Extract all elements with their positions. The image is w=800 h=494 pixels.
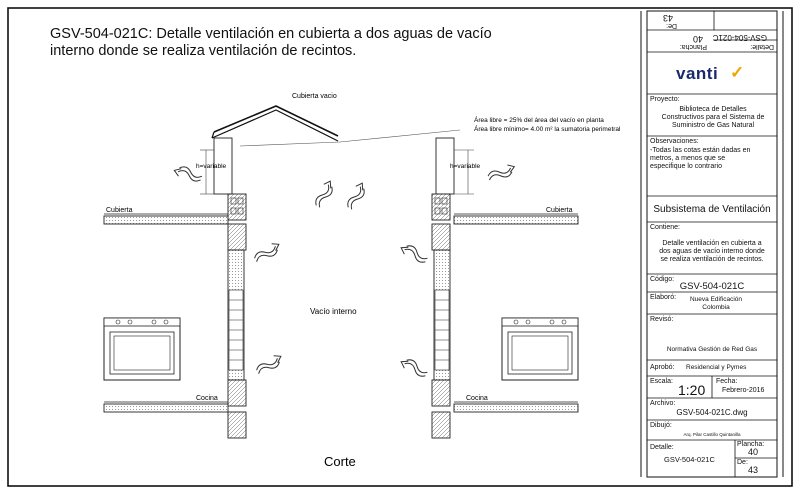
observaciones-label: Observaciones: bbox=[650, 138, 699, 145]
elaboro-text bbox=[676, 296, 756, 312]
section-label: Corte bbox=[324, 454, 356, 469]
detalle-label: Detalle: bbox=[650, 444, 674, 451]
area-note-2: Área libre mínimo= 4.00 m² la sumatoria perimetral bbox=[474, 126, 621, 133]
contiene-line-3: se realiza ventilación de recintos. bbox=[660, 256, 764, 263]
plancha-label: Plancha: bbox=[737, 441, 765, 448]
rot-plancha-val: 40 bbox=[692, 34, 703, 44]
stove-left bbox=[104, 318, 180, 380]
elaboro-line-2: Colombia bbox=[702, 304, 730, 311]
title-line-2: interno donde se realiza ventilación de recintos. bbox=[50, 43, 357, 59]
reviso-text: Normativa Gestión de Red Gas bbox=[666, 346, 758, 353]
escala-value: 1:20 bbox=[678, 382, 706, 398]
stove-right bbox=[502, 318, 578, 380]
right-wall-column bbox=[432, 138, 454, 438]
archivo-value: GSV-504-021C.dwg bbox=[676, 408, 748, 417]
proyecto-line-1: Biblioteca de Detalles bbox=[679, 106, 747, 113]
cocina-left-label: Cocina bbox=[196, 395, 218, 402]
rot-de-val: 43 bbox=[662, 13, 673, 23]
left-wall-column bbox=[214, 138, 246, 438]
roof-label: Cubierta vacio bbox=[292, 93, 337, 100]
h-variable-left: h=variable bbox=[196, 163, 227, 170]
proyecto-line-2: Constructivos para el Sistema de bbox=[661, 114, 765, 121]
codigo-value: GSV-504-021C bbox=[679, 281, 745, 292]
vanti-check-icon: ✓ bbox=[730, 63, 745, 82]
rot-plancha-label: Plancha: bbox=[679, 43, 707, 50]
contiene-label: Contiene: bbox=[650, 224, 680, 231]
de-label: De: bbox=[737, 459, 748, 466]
observaciones-line-3: especifique lo contrario bbox=[650, 163, 722, 170]
rot-detalle-label: Detalle: bbox=[750, 43, 774, 50]
fecha-label: Fecha: bbox=[716, 378, 738, 385]
subsistema-title: Subsistema de Ventilación bbox=[653, 204, 771, 215]
cubierta-right-label: Cubierta bbox=[546, 207, 573, 214]
contiene-text bbox=[648, 240, 776, 264]
archivo-label: Archivo: bbox=[650, 400, 676, 407]
contiene-line-1: Detalle ventilación en cubierta a bbox=[662, 240, 762, 247]
contiene-line-2: dos aguas de vacío interno donde bbox=[659, 248, 765, 255]
observaciones-line-2: metros, a menos que se bbox=[650, 155, 726, 162]
observaciones-line-1: -Todas las cotas están dadas en bbox=[650, 147, 751, 154]
dibujo-label: Dibujó: bbox=[650, 422, 672, 429]
de-value: 43 bbox=[748, 465, 759, 475]
vanti-logo: vanti bbox=[676, 64, 719, 83]
drawing-title bbox=[50, 26, 492, 60]
rot-de-label: De: bbox=[666, 22, 677, 29]
detalle-value: GSV-504-021C bbox=[664, 455, 715, 464]
ventilation-arrows bbox=[173, 163, 517, 379]
proyecto-label: Proyecto: bbox=[650, 96, 680, 103]
escala-label: Escala: bbox=[650, 378, 673, 385]
plancha-value: 40 bbox=[748, 447, 759, 457]
observaciones-text bbox=[650, 147, 750, 171]
rot-code: GSV-504-021C bbox=[712, 33, 767, 42]
aprobo-text: Residencial y Pymes bbox=[686, 364, 747, 371]
cubierta-left-label: Cubierta bbox=[106, 207, 133, 214]
dibujo-value: Arq. Pilar Castillo Quintanilla bbox=[683, 432, 741, 437]
elaboro-label: Elaboró: bbox=[650, 294, 677, 301]
area-note-1: Área libre = 25% del área del vacío en planta bbox=[474, 117, 604, 124]
cocina-right-label: Cocina bbox=[466, 395, 488, 402]
title-line-1: GSV-504-021C: Detalle ventilación en cubierta a dos aguas de vacío bbox=[50, 26, 492, 42]
aprobo-label: Aprobó: bbox=[650, 364, 675, 371]
proyecto-text bbox=[650, 106, 776, 130]
rotated-header bbox=[647, 11, 777, 52]
h-variable-right: h=variable bbox=[450, 163, 481, 170]
reviso-label: Revisó: bbox=[650, 316, 674, 323]
fecha-value: Febrero-2016 bbox=[722, 387, 765, 394]
elaboro-line-1: Nueva Edificación bbox=[689, 296, 743, 303]
proyecto-line-3: Suministro de Gas Natural bbox=[671, 122, 755, 129]
vacio-label: Vacío interno bbox=[310, 307, 357, 316]
roof bbox=[212, 106, 338, 141]
codigo-label: Código: bbox=[650, 276, 675, 283]
